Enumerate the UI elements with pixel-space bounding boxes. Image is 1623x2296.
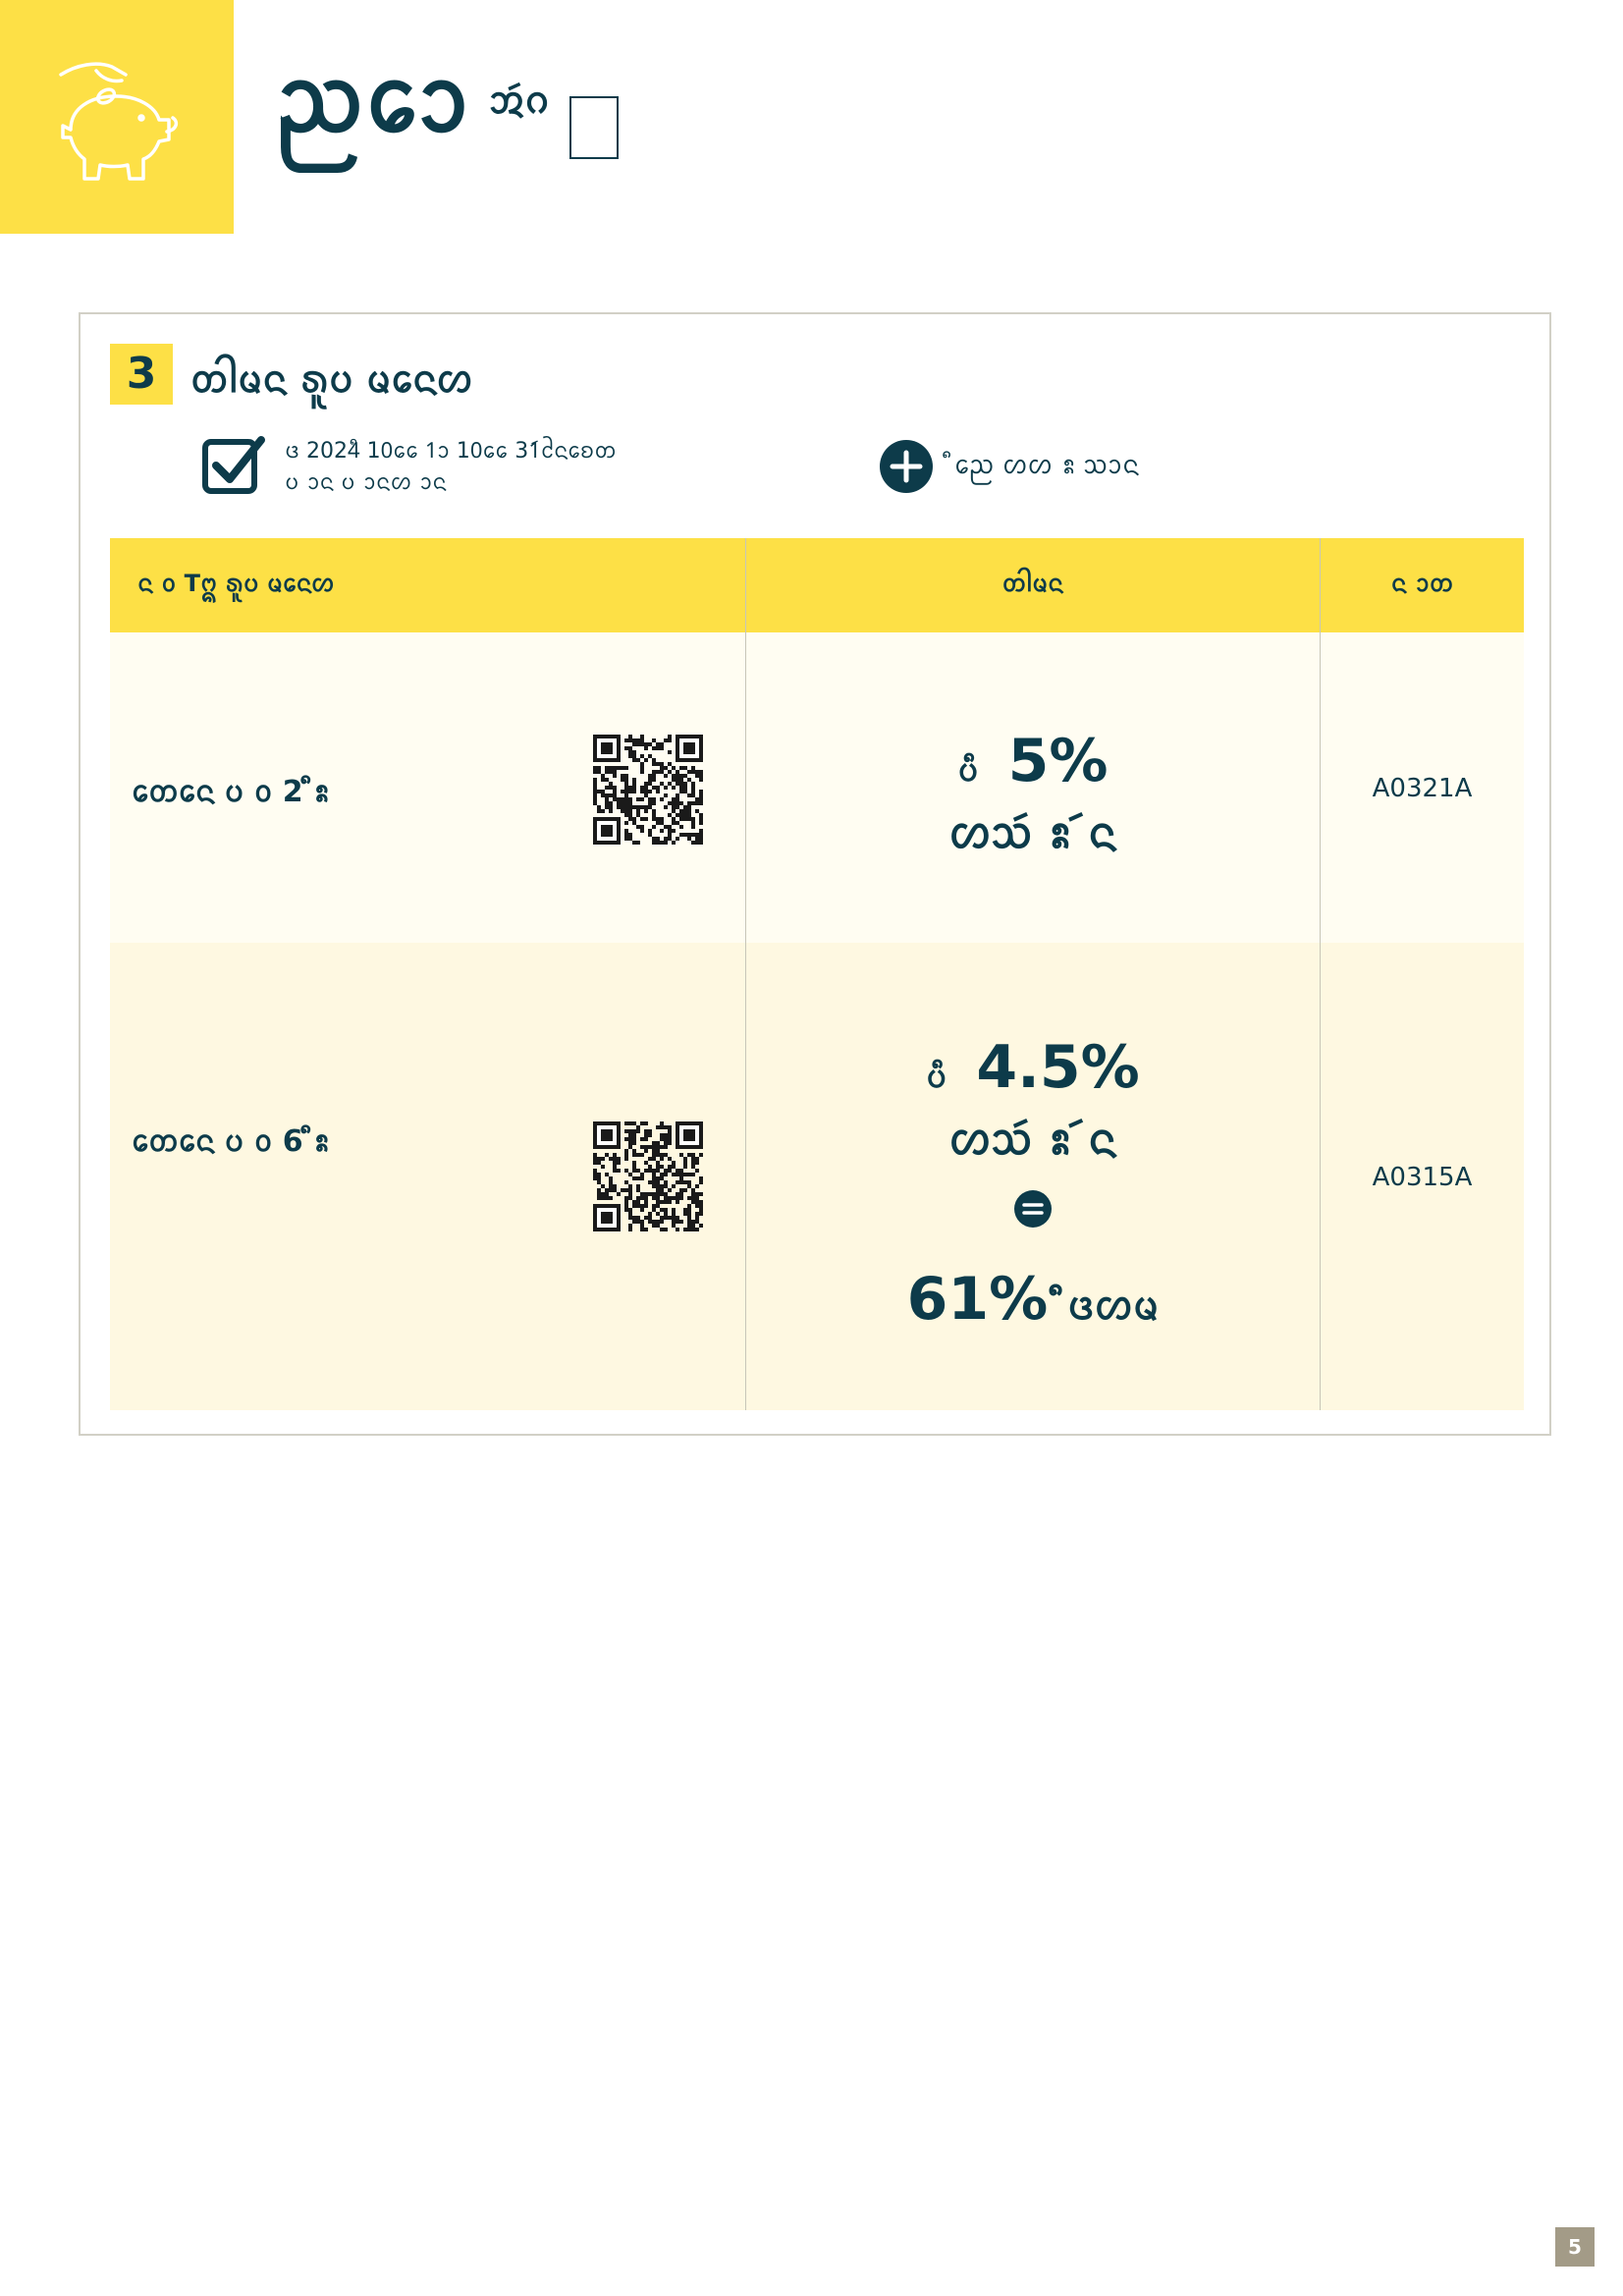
fund-code: A0315A [1372,1163,1473,1192]
combined-rate-text: ᩥᩥᨴᩉᨾ [1067,1284,1160,1329]
fund-cell [110,943,746,1410]
page-number: 5 [1555,2227,1595,2267]
code-cell [1321,632,1524,943]
header-corner [0,0,234,234]
bonus-note-text: ᩥᨬᩮ ᩉᩉ ᩡ ᩈᩣᨶ [954,451,1140,480]
fund-card [79,312,1551,1436]
period-note-line-2: ᨷ ᩣᨶ ᨷ ᩣᨶᩉ ᩣᨶ [285,470,447,495]
fund-name: ᨲᩮᨶᩮ ᨷ ᩅ 2 ᩥᩡ [132,775,330,809]
combined-rate-line [746,1265,1320,1339]
page-header [275,47,619,159]
rate-value: 5% [1007,727,1109,795]
rate-value: 4.5% [976,1033,1140,1102]
placeholder-glyph-box [569,96,619,159]
rate-cell [746,943,1321,1410]
qr-code-icon[interactable] [593,735,703,845]
rate-line [746,727,1320,797]
page-title: ᨬᩮᩣ [275,47,472,152]
table-header-row [110,538,1524,632]
qr-code-icon[interactable] [593,1121,703,1231]
code-cell [1321,943,1524,1410]
plus-circle-icon [880,440,933,493]
section-number: 3 [110,344,173,405]
table-row [110,943,1524,1410]
table-row [110,632,1524,943]
page-title-suffix: ᩋᩢᨣ [489,79,550,122]
rate-cell [746,632,1321,943]
section-title: ᨲᩤᨾᨶ ᩁᩪᨷ ᨾᨶᩮᩉ [190,357,473,401]
column-header-fund: ᨶ ᩅ Tᩍ ᩁᩪᨷ ᨾᨶᩮᩉ [110,538,746,632]
fund-code: A0321A [1372,774,1473,803]
fund-name: ᨲᩮᨶᩮ ᨷ ᩅ 6 ᩥᩡ [132,1124,330,1159]
fund-table [110,538,1524,1410]
column-header-rate: ᨲᩤᨾᨶ [746,538,1321,632]
rate-label: ᨷᩥ [957,751,979,789]
period-note-line-1: ᨴ 2024ᩥ 10ᩯ 1ᩣ 10ᩯ 31ᩢᨶᩲᨧᩮᨲ [285,439,617,464]
rate-subtext: ᩉᩈᩢ ᩡ ᩢᨶ [948,808,1117,858]
fund-cell [110,632,746,943]
equals-circle-icon [1014,1190,1052,1228]
checkbox-checked-icon [202,434,267,495]
rate-label: ᨷᩥ [926,1058,947,1095]
bonus-note [880,440,1139,493]
period-note [202,434,617,499]
piggy-bank-icon [57,57,190,191]
rate-line [746,1033,1320,1104]
combined-rate-value: 61% [906,1265,1049,1334]
column-header-code: ᨶ ᩣᨲ [1390,570,1454,597]
rate-subtext: ᩉᩈᩢ ᩡ ᩢᨶ [948,1115,1117,1165]
